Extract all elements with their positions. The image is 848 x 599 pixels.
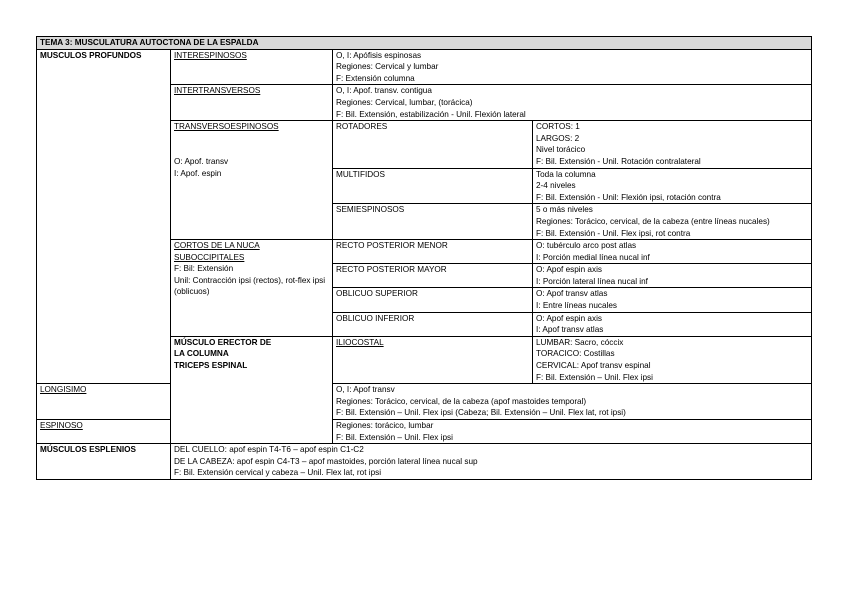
table-row: [37, 444, 812, 480]
detail-line: F: Bil. Extensión - Unil. Rotación contralateral: [536, 156, 701, 166]
table-row: [37, 384, 812, 420]
detail-line: O: tubérculo arco post atlas: [536, 241, 637, 251]
submuscle-name-cell: SEMIESPINOSOS: [333, 204, 533, 240]
detail-line: Regiones: Cervical, lumbar, (torácica): [336, 97, 473, 107]
muscle-name-cell: [171, 121, 333, 240]
detail-line: F: Bil. Extensión – Unil. Flex ipsi: [336, 432, 453, 442]
submuscle-detail-cell: [533, 204, 812, 240]
muscle-name: SUBOCCIPITALES: [174, 252, 245, 262]
detail-line: F: Bil. Extensión – Unil. Flex ipsi (Cabeza; Bil. Extensión – Unil. Flex lat, rot ipsi): [336, 408, 626, 418]
detail-line: Regiones: Torácico, cervical, de la cabeza (entre líneas nucales): [536, 216, 770, 226]
group-label-profundos: MUSCULOS PROFUNDOS: [37, 49, 171, 384]
detail-line: O: Apof transv atlas: [536, 289, 608, 299]
detail-line: CORTOS: 1: [536, 122, 580, 132]
detail-line: O, I: Apófisis espinosas: [336, 50, 422, 60]
muscle-name: TRANSVERSOESPINOSOS: [174, 122, 279, 132]
muscle-name-cell: [37, 420, 171, 444]
submuscle-detail-cell: [533, 240, 812, 264]
group-label-erector: [171, 336, 333, 443]
muscle-detail-cell: [333, 384, 812, 420]
detail-line: Regiones: Cervical y lumbar: [336, 62, 439, 72]
muscle-name: ILIOCOSTAL: [336, 337, 384, 347]
detail-line: O: Apof espin axis: [536, 265, 602, 275]
muscle-name: INTERTRANSVERSOS: [174, 86, 261, 96]
table-row: [37, 420, 812, 444]
submuscle-name-cell: RECTO POSTERIOR MAYOR: [333, 264, 533, 288]
detail-line: O, I: Apof transv: [336, 385, 395, 395]
muscle-name-cell: [171, 85, 333, 121]
detail-line: Regiones: torácico, lumbar: [336, 421, 434, 430]
detail-line: I: Entre líneas nucales: [536, 301, 618, 311]
group-label-line: TRICEPS ESPINAL: [174, 361, 248, 371]
submuscle-name-cell: OBLICUO INFERIOR: [333, 312, 533, 336]
detail-line: F: Bil. Extensión - Unil. Flex ipsi, rot contra: [536, 228, 691, 238]
detail-line: F: Bil. Extensión, estabilización - Unil. Flexión lateral: [336, 109, 526, 119]
submuscle-name-cell: MULTIFIDOS: [333, 168, 533, 204]
group-label-esplenios: MÚSCULOS ESPLENIOS: [37, 444, 171, 480]
detail-line: 5 o más niveles: [536, 205, 593, 215]
detail-line: CERVICAL: Apof transv espinal: [536, 361, 651, 371]
origin-text: O: Apof. transv: [174, 156, 229, 166]
detail-line: Regiones: Torácico, cervical, de la cabeza (apof mastoides temporal): [336, 396, 587, 406]
muscle-name: CORTOS DE LA NUCA: [174, 241, 260, 251]
detail-line: LARGOS: 2: [536, 133, 580, 143]
table-row: [37, 49, 812, 85]
submuscle-detail-cell: [533, 121, 812, 168]
muscle-detail-cell: [533, 336, 812, 383]
muscle-name-cell: [171, 49, 333, 85]
muscle-name-cell: [333, 336, 533, 383]
esplenios-detail-cell: [171, 444, 812, 480]
muscle-detail-cell: [333, 49, 812, 85]
title-row: [37, 37, 812, 50]
muscle-table: [36, 36, 812, 480]
detail-line: O, I: Apof. transv. contigua: [336, 86, 432, 96]
detail-line: I: Porción lateral línea nucal inf: [536, 276, 648, 286]
insertion-text: I: Apof. espin: [174, 168, 222, 178]
detail-line: O: Apof espin axis: [536, 313, 602, 323]
function-text: F: Bil: Extensión: [174, 264, 234, 274]
table-title: TEMA 3: MUSCULATURA AUTOCTONA DE LA ESPALDA: [37, 37, 812, 50]
detail-line: F: Bil. Extensión - Unil: Flexión ipsi, rotación contra: [536, 192, 721, 202]
submuscle-detail-cell: [533, 168, 812, 204]
detail-line: I: Apof transv atlas: [536, 325, 604, 335]
submuscle-name-cell: RECTO POSTERIOR MENOR: [333, 240, 533, 264]
submuscle-detail-cell: [533, 264, 812, 288]
muscle-name-cell: [37, 384, 171, 420]
muscle-name: ESPINOSO: [40, 421, 83, 430]
detail-line: F: Bil. Extensión – Unil. Flex ipsi: [536, 372, 653, 382]
muscle-name: LONGISIMO: [40, 385, 87, 395]
detail-line: Toda la columna: [536, 169, 596, 179]
function-text: Unil: Contracción ipsi (rectos), rot-flex ipsi (oblicuos): [174, 275, 326, 297]
detail-line: F: Extensión columna: [336, 73, 415, 83]
muscle-detail-cell: [333, 420, 812, 444]
submuscle-detail-cell: [533, 312, 812, 336]
muscle-name-cell: [171, 240, 333, 337]
detail-line: Nivel torácico: [536, 145, 586, 155]
detail-line: F: Bil. Extensión cervical y cabeza – Unil. Flex lat, rot ipsi: [174, 468, 382, 478]
detail-line: DE LA CABEZA: apof espin C4-T3 – apof mastoides, porción lateral línea nucal sup: [174, 456, 478, 466]
detail-line: DEL CUELLO: apof espin T4-T6 – apof espin C1-C2: [174, 445, 364, 455]
submuscle-name-cell: ROTADORES: [333, 121, 533, 168]
detail-line: 2-4 niveles: [536, 181, 576, 191]
group-label-line: LA COLUMNA: [174, 349, 229, 359]
muscle-name: INTERESPINOSOS: [174, 50, 247, 60]
submuscle-detail-cell: [533, 288, 812, 312]
group-label-line: MÚSCULO ERECTOR DE: [174, 337, 272, 347]
muscle-detail-cell: [333, 85, 812, 121]
detail-line: LUMBAR: Sacro, cóccix: [536, 337, 624, 347]
detail-line: TORACICO: Costillas: [536, 349, 615, 359]
submuscle-name-cell: OBLICUO SUPERIOR: [333, 288, 533, 312]
detail-line: I: Porción medial línea nucal inf: [536, 252, 650, 262]
